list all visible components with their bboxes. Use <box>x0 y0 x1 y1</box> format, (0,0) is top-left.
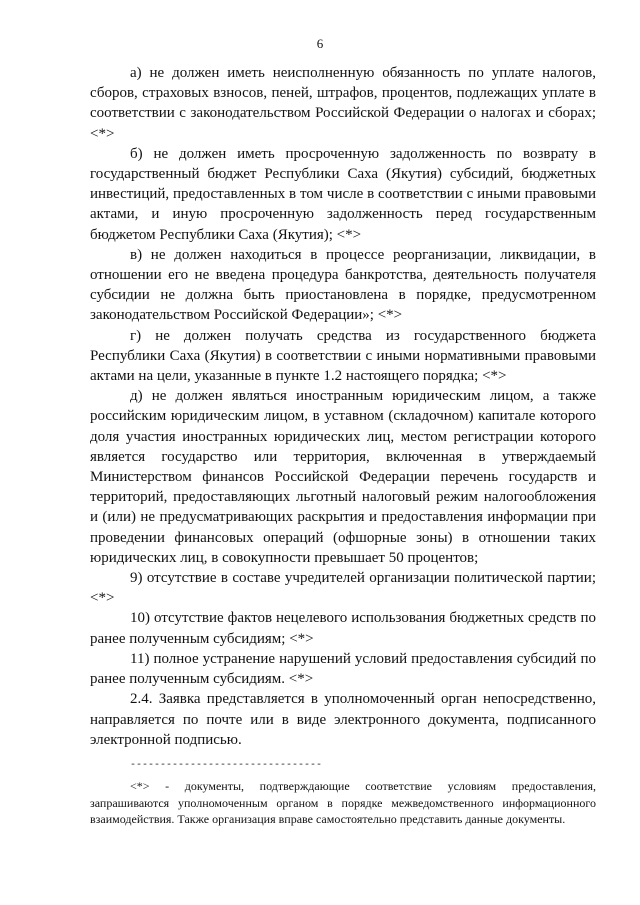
document-body <box>90 63 596 750</box>
paragraph-g: г) не должен получать средства из государственного бюджета Республики Саха (Якутия) в соответствии с иными нормативными правовыми актами на цели, указанные в пункте 1.2 настоящего порядка; <*> <box>90 327 596 385</box>
footnote-text: <*> - документы, подтверждающие соответствие условиям предоставления, запрашиваются уполномоченным органом в порядке межведомственного информационного взаимодействия. Также организация вправе самостоятельно представить данные документы. <box>90 779 596 826</box>
paragraph-item-10: 10) отсутствие фактов нецелевого использования бюджетных средств по ранее полученным субсидиям; <*> <box>90 610 596 647</box>
paragraph-v: в) не должен находиться в процессе реорганизации, ликвидации, в отношении его не введена процедура банкротства, деятельность получателя субсидии не должна быть приостановлена в порядке, предусмотренном законодательством Российской Федерации»; <*> <box>90 246 596 324</box>
page-number: 6 <box>316 36 324 51</box>
paragraph-item-9: 9) отсутствие в составе учредителей организации политической партии; <*> <box>90 570 596 607</box>
footnote-divider: -------------------------------- <box>130 760 323 771</box>
paragraph-item-11: 11) полное устранение нарушений условий предоставления субсидий по ранее полученным субсидиям. <*> <box>90 650 596 688</box>
paragraph-a: а) не должен иметь неисполненную обязанность по уплате налогов, сборов, страховых взносов, пеней, штрафов, процентов, подлежащих уплате в соответствии с законодательством Российской Федерации о налогах и сборах; <*> <box>90 65 596 142</box>
paragraph-b: б) не должен иметь просроченную задолженность по возврату в государственный бюджет Республики Саха (Якутия) субсидий, бюджетных инвестиций, предоставленных в том числе в соответствии с иными правовыми актами, и иную просроченную задолженность перед государственным бюджетом Республики Саха (Якутия); <*> <box>90 145 596 243</box>
paragraph-2-4: 2.4. Заявка представляется в уполномоченный орган непосредственно, направляется по почте или в виде электронного документа, подписанного электронной подписью. <box>90 691 596 748</box>
paragraph-d: д) не должен являться иностранным юридическим лицом, а также российским юридическим лицом, в уставном (складочном) капитале которого доля участия иностранных юридических лиц, местом регистрации которого является государство или территория, включенная в утверждаемый Министерством финансов Российской Федерации перечень государств и территорий, предоставляющих льготный налоговый режим налогообложения и (или) не предусматривающих раскрытия и предоставления информации при проведении финансовых операций (офшорные зоны) в отношении таких юридических лиц, в совокупности превышает 50 процентов; <box>90 388 596 566</box>
